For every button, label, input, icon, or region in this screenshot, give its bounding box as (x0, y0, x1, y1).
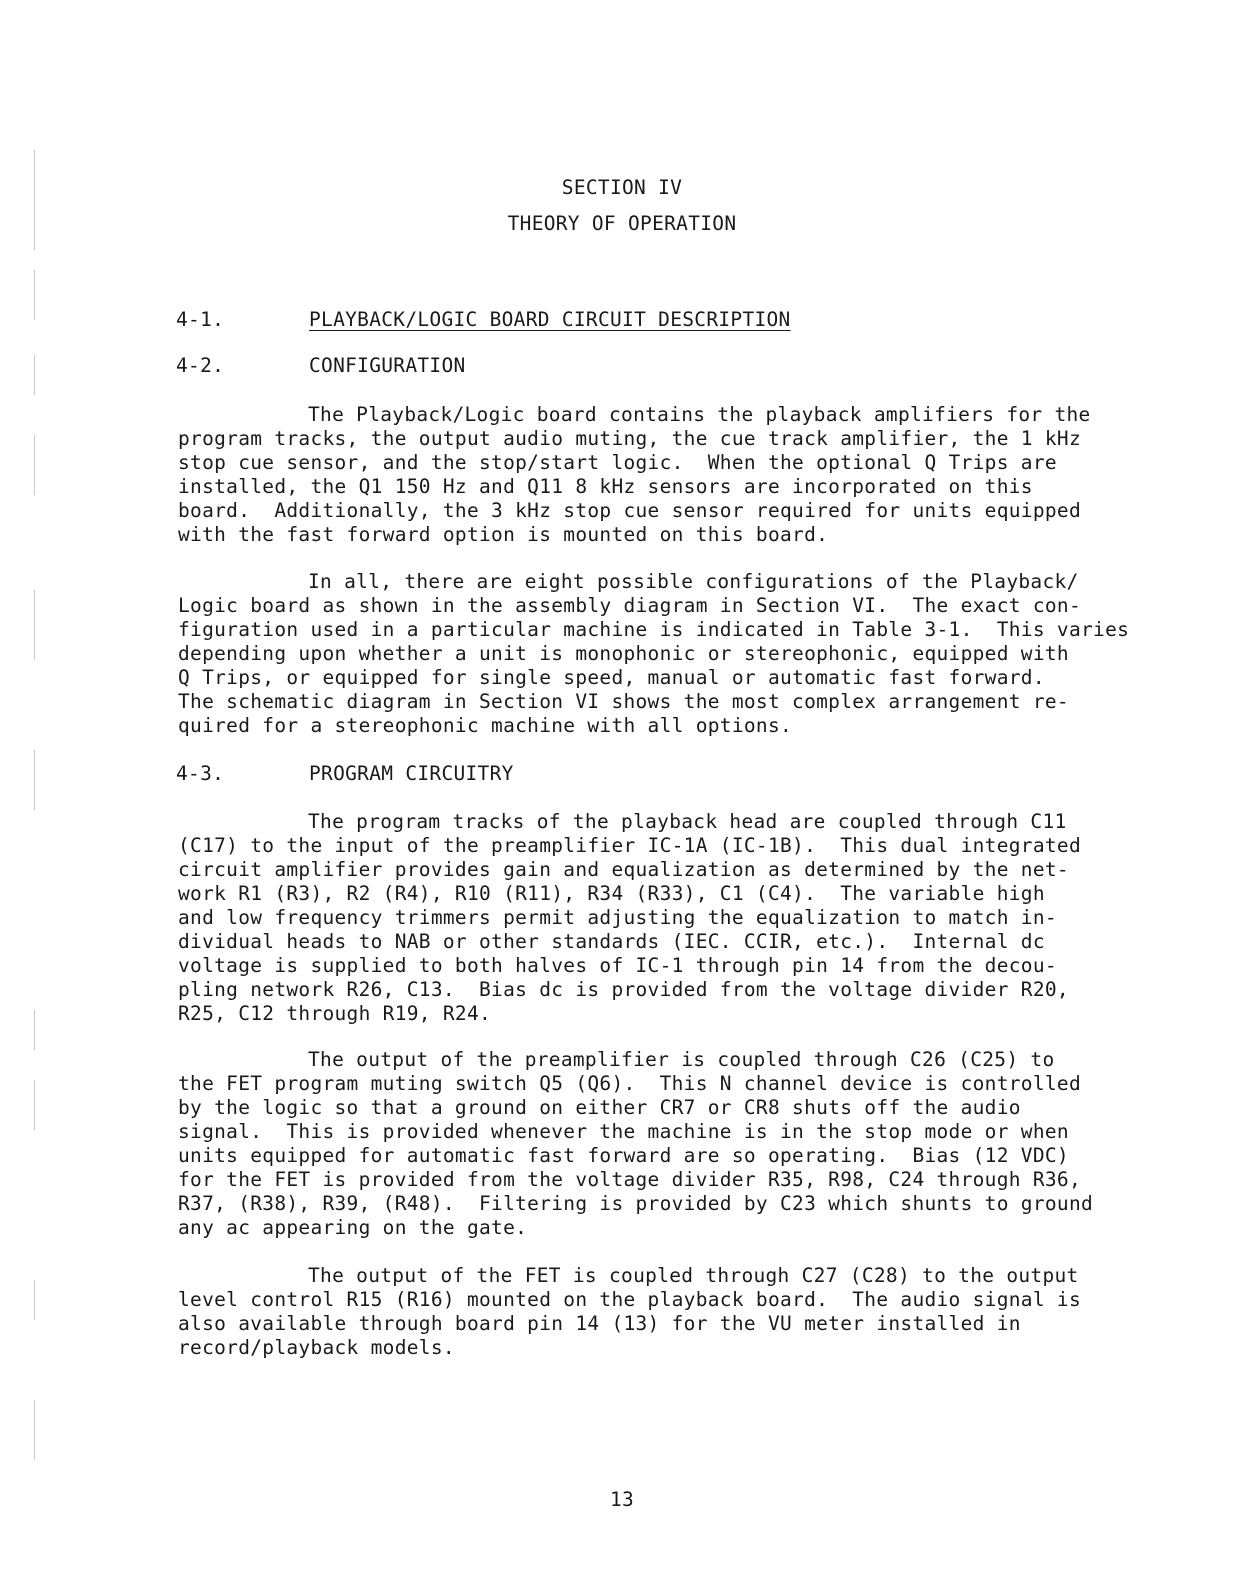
page-number: 13 (609, 1488, 635, 1511)
paragraph-line: Logic board as shown in the assembly diagram in Section VI. The exact con- (178, 594, 1081, 617)
paragraph-line: The output of the preamplifier is coupled through C26 (C25) to (308, 1048, 1055, 1071)
paragraph-line: level control R15 (R16) mounted on the playback board. The audio signal is (178, 1288, 1081, 1311)
paragraph-line: In all, there are eight possible configurations of the Playback/ (308, 570, 1079, 593)
paragraph-line: program tracks, the output audio muting, the cue track amplifier, the 1 kHz (178, 427, 1081, 450)
margin-marks (30, 150, 40, 1500)
paragraph-line: circuit amplifier provides gain and equalization as determined by the net- (178, 858, 1069, 881)
paragraph-line: also available through board pin 14 (13) for the VU meter installed in (178, 1312, 1021, 1335)
paragraph-line: quired for a stereophonic machine with all options. (178, 714, 793, 737)
paragraph-line: R37, (R38), R39, (R48). Filtering is provided by C23 which shunts to ground (178, 1192, 1094, 1215)
paragraph-configuration-2 (178, 570, 1138, 738)
section-title: THEORY OF OPERATION (507, 212, 737, 235)
heading-title-4-3: PROGRAM CIRCUITRY (309, 762, 514, 785)
paragraph-line: units equipped for automatic fast forward are so operating. Bias (12 VDC) (178, 1144, 1069, 1167)
paragraph-line: board. Additionally, the 3 kHz stop cue sensor required for units equipped (178, 499, 1081, 522)
paragraph-line: installed, the Q1 150 Hz and Q11 8 kHz sensors are incorporated on this (178, 475, 1033, 498)
paragraph-line: voltage is supplied to both halves of IC-1 through pin 14 from the decou- (178, 954, 1057, 977)
paragraph-line: (C17) to the input of the preamplifier IC-1A (IC-1B). This dual integrated (178, 834, 1081, 857)
margin-mark (34, 750, 35, 810)
paragraph-line: The schematic diagram in Section VI shows the most complex arrangement re- (178, 690, 1069, 713)
margin-mark (34, 435, 35, 495)
margin-mark (34, 270, 35, 320)
paragraph-line: pling network R26, C13. Bias dc is provided from the voltage divider R20, (178, 978, 1069, 1001)
paragraph-line: figuration used in a particular machine is indicated in Table 3-1. This varies (178, 618, 1130, 641)
paragraph-configuration-1 (178, 403, 1138, 547)
paragraph-line: dividual heads to NAB or other standards (IEC. CCIR, etc.). Internal dc (178, 930, 1045, 953)
paragraph-line: R25, C12 through R19, R24. (178, 1002, 492, 1025)
margin-mark (34, 1280, 35, 1320)
heading-number-4-3: 4-3. (176, 762, 225, 785)
paragraph-line: Q Trips, or equipped for single speed, manual or automatic fast forward. (178, 666, 1045, 689)
paragraph-line: signal. This is provided whenever the machine is in the stop mode or when (178, 1120, 1069, 1143)
heading-title-4-2: CONFIGURATION (309, 354, 466, 377)
paragraph-line: with the fast forward option is mounted on this board. (178, 523, 829, 546)
paragraph-line: and low frequency trimmers permit adjusting the equalization to match in- (178, 906, 1057, 929)
margin-mark (34, 1010, 35, 1050)
margin-mark (34, 1080, 35, 1130)
paragraph-line: The output of the FET is coupled through C27 (C28) to the output (308, 1264, 1079, 1287)
heading-number-4-2: 4-2. (176, 354, 225, 377)
margin-mark (34, 1400, 35, 1460)
paragraph-line: work R1 (R3), R2 (R4), R10 (R11), R34 (R33), C1 (C4). The variable high (178, 882, 1045, 905)
paragraph-program-circuitry-3 (178, 1264, 1138, 1360)
paragraph-line: The Playback/Logic board contains the playback amplifiers for the (308, 403, 1091, 426)
margin-mark (34, 355, 35, 395)
margin-mark (34, 590, 35, 660)
paragraph-line: for the FET is provided from the voltage divider R35, R98, C24 through R36, (178, 1168, 1081, 1191)
heading-title-4-1: PLAYBACK/LOGIC BOARD CIRCUIT DESCRIPTION (309, 308, 791, 331)
section-number-heading: SECTION IV (561, 176, 683, 199)
paragraph-line: stop cue sensor, and the stop/start logic. When the optional Q Trips are (178, 451, 1057, 474)
paragraph-line: the FET program muting switch Q5 (Q6). This N channel device is controlled (178, 1072, 1081, 1095)
paragraph-line: record/playback models. (178, 1336, 455, 1359)
paragraph-line: any ac appearing on the gate. (178, 1216, 528, 1239)
paragraph-line: by the logic so that a ground on either CR7 or CR8 shuts off the audio (178, 1096, 1021, 1119)
paragraph-line: The program tracks of the playback head are coupled through C11 (308, 810, 1067, 833)
paragraph-program-circuitry-1 (178, 810, 1138, 1026)
paragraph-line: depending upon whether a unit is monophonic or stereophonic, equipped with (178, 642, 1069, 665)
heading-number-4-1: 4-1. (176, 308, 225, 331)
paragraph-program-circuitry-2 (178, 1048, 1138, 1240)
